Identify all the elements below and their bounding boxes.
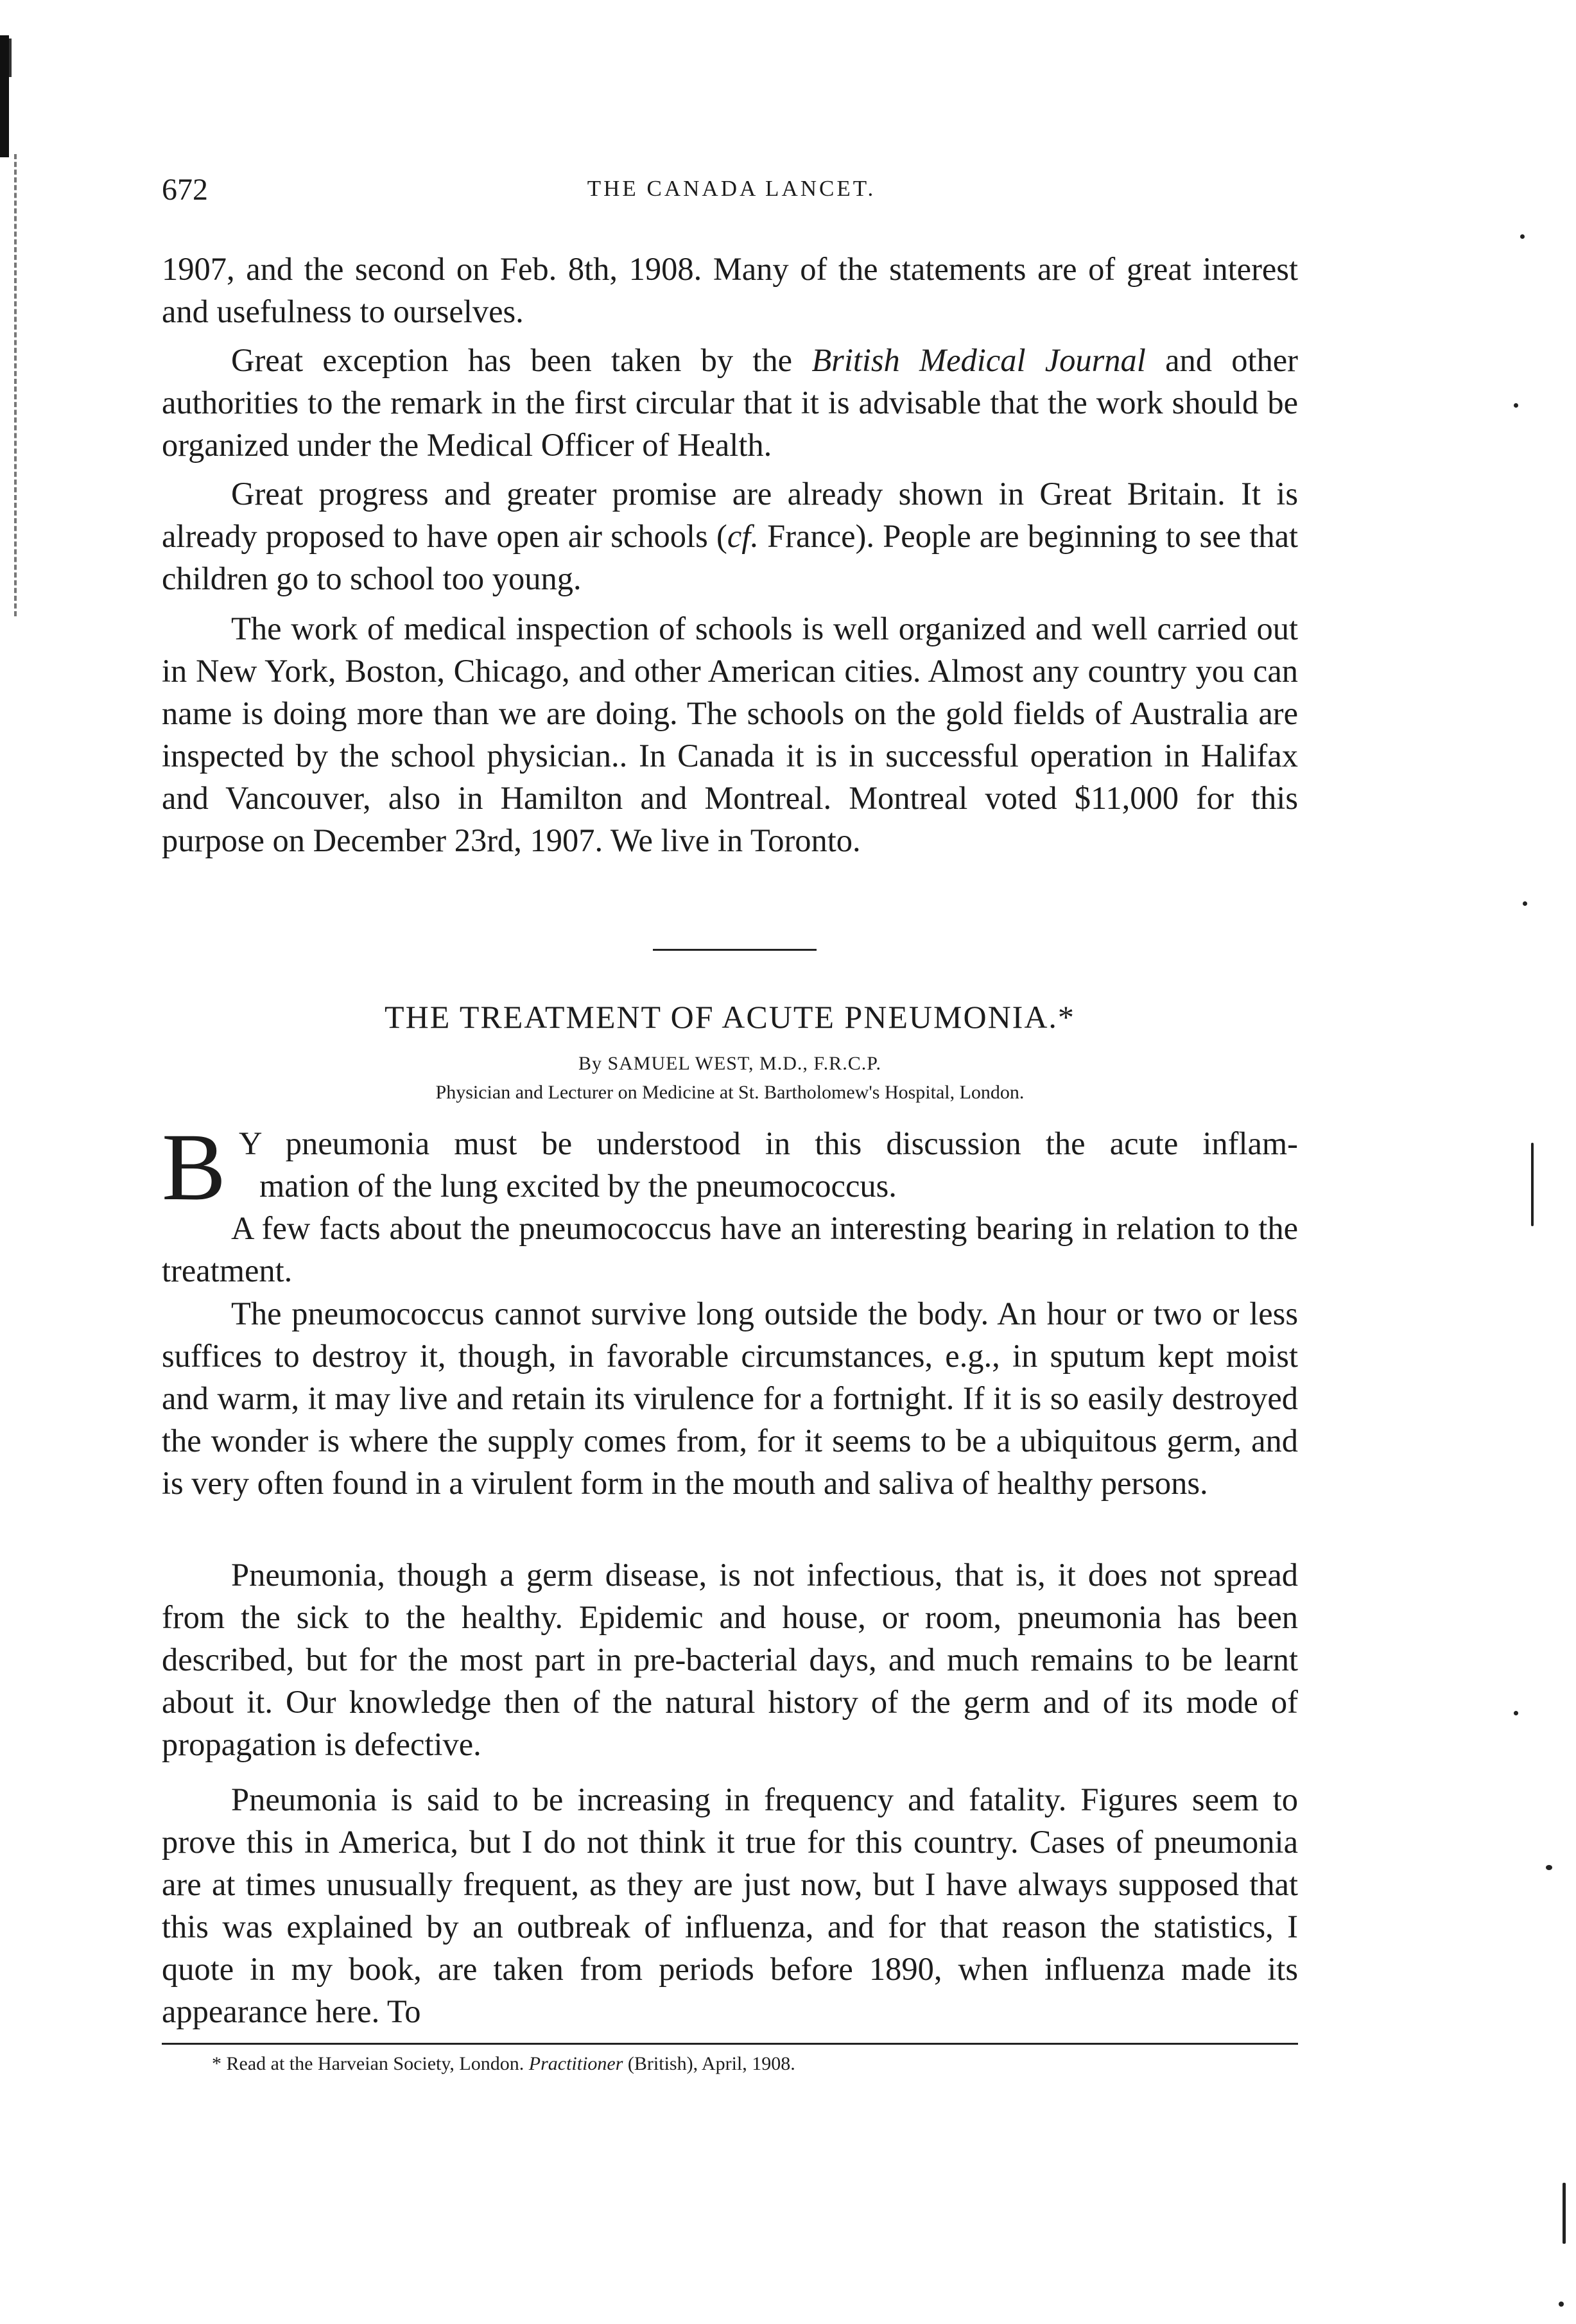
opening-paragraph <box>162 1114 1298 1220</box>
article-byline: By SAMUEL WEST, M.D., F.R.C.P. <box>578 1053 882 1074</box>
article-title: THE TREATMENT OF ACUTE PNEUMONIA.* <box>385 999 1075 1035</box>
continued-paragraph <box>162 339 1298 466</box>
footnote-source: Practitioner <box>528 2053 623 2074</box>
cf-abbreviation: cf. <box>727 518 759 554</box>
article-paragraph: A few facts about the pneumococcus have an interesting bearing in relation to the treatment. <box>162 1210 1298 1288</box>
opening-line: Y pneumonia must be understood in this discussion the acute inflam- <box>239 1125 1298 1161</box>
article-paragraph: Pneumonia, though a germ disease, is not infectious, that is, it does not spread from the sick to the healthy. Epidemic and house, or room, pneumonia has been described, but for the most part in pre-bacterial days, and much remains to be learnt about it. Our knowledge then of the natural history of the germ and of its mode of propagation is defective. <box>162 1557 1298 1762</box>
scan-speck <box>1563 2183 1566 2244</box>
scan-speck <box>1514 1711 1518 1715</box>
opening-line: mation of the lung excited by the pneumococcus. <box>259 1168 897 1204</box>
footnote <box>212 2053 1303 2075</box>
footnote-text: * Read at the Harveian Society, London. <box>212 2053 524 2074</box>
continued-paragraph: 1907, and the second on Feb. 8th, 1908. Many of the statements are of great interest and usefulness to ourselves. <box>162 251 1298 329</box>
continued-paragraph: The work of medical inspection of schools is well organized and well carried out in New York, Boston, Chicago, and other American cities. Almost any country you can name is doing more than we are doing. The schools on the gold fields of Australia are inspected by the school physician.. In Canada it is in successful operation in Halifax and Vancouver, also in Hamilton and Montreal. Montreal voted $11,000 for this purpose on December 23rd, 1907. We live in Toronto. <box>162 611 1298 858</box>
scan-speck <box>1514 403 1518 408</box>
scan-edge-mark <box>0 35 9 157</box>
drop-cap: B <box>162 1114 227 1220</box>
scan-speck <box>1546 1865 1552 1870</box>
continued-paragraph <box>162 473 1298 600</box>
page-number: 672 <box>162 173 208 207</box>
section-divider <box>653 949 817 951</box>
scan-edge-dashes <box>14 154 19 616</box>
author-affiliation: Physician and Lecturer on Medicine at St. Bartholomew's Hospital, London. <box>435 1082 1025 1103</box>
scan-edge-mark <box>9 39 12 77</box>
journal-name: British Medical Journal <box>811 342 1146 378</box>
paragraph-text: and other authorities to the remark in the first circular that it is advisable that the work should be organized under the Medical Officer of Health. <box>162 342 1298 463</box>
article-paragraph: The pneumococcus cannot survive long outside the body. An hour or two or less suffices to destroy it, though, in favorable circumstances, e.g., in sputum kept moist and warm, it may live and retain its virulence for a fortnight. If it is so easily destroyed the wonder is where the supply comes from, for it seems to be a ubiquitous germ, and is very often found in a virulent form in the mouth and saliva of healthy persons. <box>162 1296 1298 1501</box>
journal-title: THE CANADA LANCET. <box>587 176 876 201</box>
scan-speck <box>1523 901 1527 906</box>
footnote-text: (British), April, 1908. <box>627 2053 795 2074</box>
paragraph-text: France). People are beginning to see that children go to school too young. <box>162 518 1299 596</box>
footnote-rule <box>162 2043 1298 2045</box>
scan-speck <box>1559 2302 1564 2307</box>
article-paragraph: Pneumonia is said to be increasing in frequency and fatality. Figures seem to prove this in America, but I do not think it true for this country. Cases of pneumonia are at times unusually frequent, as they are just now, but I have always supposed that this was explained by an outbreak of influenza, and for that reason the statistics, I quote in my book, are taken from periods before 1890, when influenza made its appearance here. To <box>162 1782 1298 2029</box>
paragraph-text: Great progress and greater promise are already shown in Great Britain. It is already proposed to have open air schools ( <box>162 476 1298 554</box>
scan-speck <box>1531 1143 1534 1226</box>
paragraph-text: Great exception has been taken by the <box>231 342 812 378</box>
scan-speck <box>1520 234 1525 239</box>
running-head <box>162 172 1301 211</box>
